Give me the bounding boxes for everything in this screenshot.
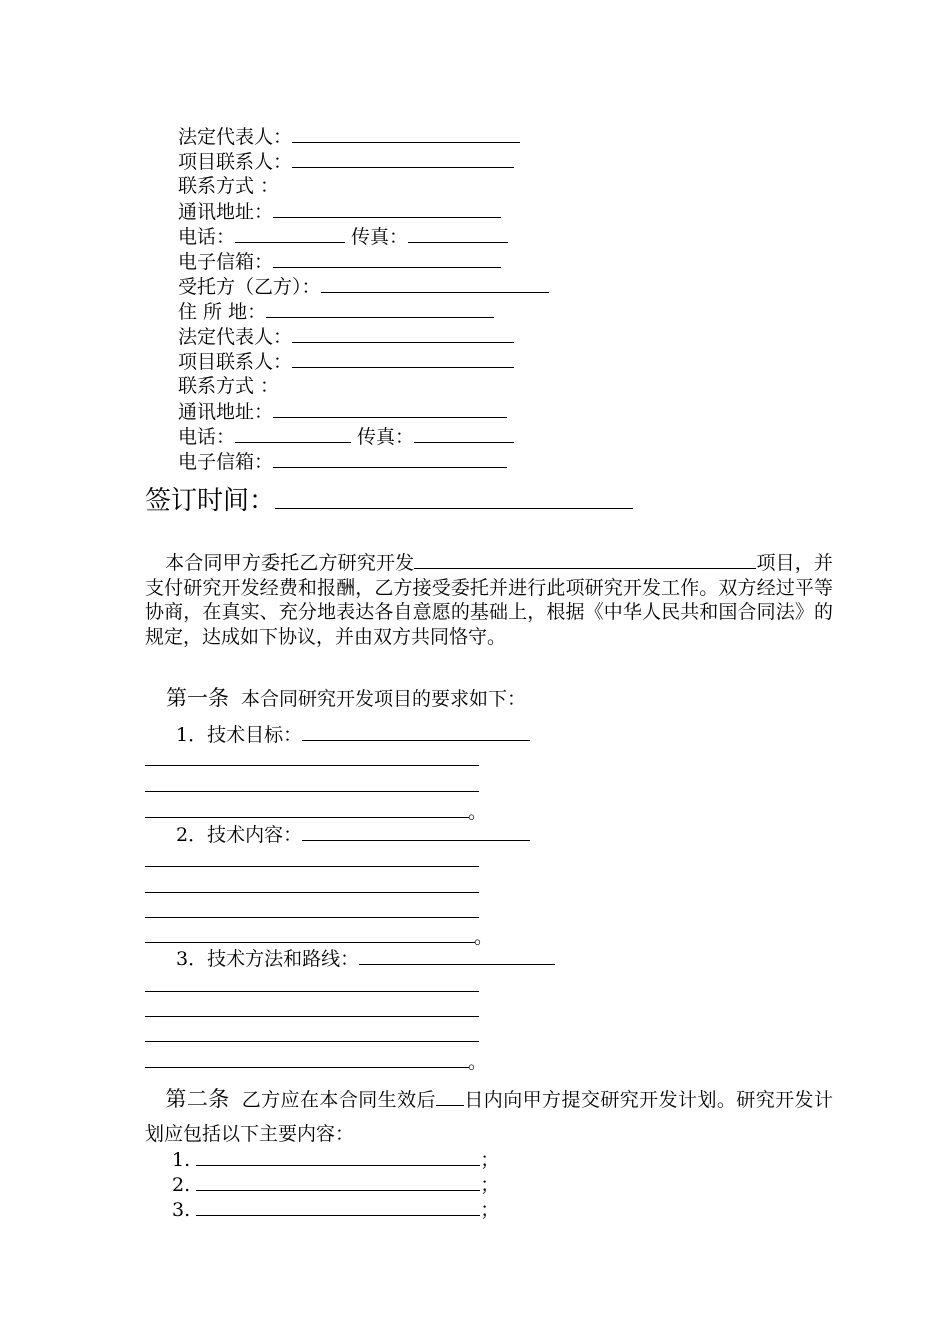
article2-item2-label: 2. xyxy=(172,1174,191,1196)
article1-heading: 第一条 xyxy=(166,686,229,710)
article1-item2-label: 2．技术内容： xyxy=(176,824,303,846)
article1-text: 本合同研究开发项目的要求如下： xyxy=(241,688,527,710)
article2-paragraph xyxy=(145,1082,833,1151)
party-b-phone-blank[interactable] xyxy=(235,424,351,443)
intro-project-blank-1[interactable] xyxy=(414,550,566,569)
party-a-email-label: 电子信箱： xyxy=(178,251,274,273)
intro-part2: 项目，并支付研究开发经费和报酬，乙方接受委托并进行此项研究开发工作。双方经过平等协商，在真实、充分地表达各自意愿的基础上，根据《中华人民共和国合同法》的规定，达成如下协议，并由双方共同恪守。 xyxy=(145,552,833,648)
article2-item1-line xyxy=(172,1147,499,1172)
article1-item3-rule-4[interactable] xyxy=(145,1067,469,1068)
intro-project-blank-2[interactable] xyxy=(566,550,756,569)
party-a-contact-method-line xyxy=(178,174,279,198)
party-b-title-label: 受托方（乙方）： xyxy=(178,276,321,298)
party-a-address-label: 通讯地址： xyxy=(178,201,274,223)
article2-item3-blank[interactable] xyxy=(196,1197,480,1216)
article1-item1-rule-3[interactable] xyxy=(145,817,469,818)
party-a-phone-blank[interactable] xyxy=(235,224,345,243)
article2-item1-semicolon: ； xyxy=(480,1149,500,1171)
party-a-contact-person-line xyxy=(178,149,514,174)
article2-item1-label: 1. xyxy=(172,1149,191,1171)
party-b-legal-rep-label: 法定代表人： xyxy=(178,326,293,348)
article2-item2-semicolon: ； xyxy=(480,1174,500,1196)
article1-item3-rule-1[interactable] xyxy=(145,991,479,992)
article1-item3-rule-2[interactable] xyxy=(145,1016,479,1017)
article1-item1-rule-1[interactable] xyxy=(145,765,479,766)
party-b-contact-person-blank[interactable] xyxy=(292,349,514,368)
party-b-contact-method-line xyxy=(178,374,279,398)
signing-time-line xyxy=(145,482,633,518)
party-a-email-blank[interactable] xyxy=(273,249,501,268)
party-b-address-label: 通讯地址： xyxy=(178,401,274,423)
article1-item1-blank[interactable] xyxy=(302,722,530,741)
article1-item3-label: 3．技术方法和路线： xyxy=(176,948,360,970)
party-b-legal-rep-blank[interactable] xyxy=(292,324,514,343)
article1-item3-period: 。 xyxy=(468,1051,488,1073)
party-b-residence-label: 住 所 地： xyxy=(178,301,267,323)
party-b-contact-person-label: 项目联系人： xyxy=(178,351,293,373)
article2-days-blank[interactable] xyxy=(436,1087,464,1106)
party-b-phone-label: 电话： xyxy=(178,426,236,448)
article2-text-b: 日内向甲方提交研究开发计划。研究开发计划应包括以下主要内容： xyxy=(145,1089,833,1145)
party-a-contact-person-blank[interactable] xyxy=(292,149,514,168)
article2-item3-line xyxy=(172,1197,499,1222)
article1-item2-rule-3[interactable] xyxy=(145,917,479,918)
article1-heading-line xyxy=(166,684,526,713)
article1-item1-rule-2[interactable] xyxy=(145,791,479,792)
article1-item1-line xyxy=(176,722,530,747)
party-b-email-label: 电子信箱： xyxy=(178,451,274,473)
article2-item2-line xyxy=(172,1172,499,1197)
article1-item2-blank[interactable] xyxy=(302,822,530,841)
article1-item2-rule-4[interactable] xyxy=(145,942,475,943)
party-a-legal-rep-label: 法定代表人： xyxy=(178,126,293,148)
article1-item2-rule-2[interactable] xyxy=(145,892,479,893)
party-a-fax-blank[interactable] xyxy=(408,224,508,243)
signing-time-blank[interactable] xyxy=(275,482,633,509)
party-b-title-line xyxy=(178,274,549,299)
party-b-fax-label: 传真： xyxy=(351,426,415,448)
article2-item3-label: 3. xyxy=(172,1199,191,1221)
party-b-address-line xyxy=(178,399,507,424)
article1-item1-label: 1．技术目标： xyxy=(176,724,303,746)
party-a-legal-rep-blank[interactable] xyxy=(292,124,520,143)
party-a-contact-person-label: 项目联系人： xyxy=(178,151,293,173)
party-b-address-blank[interactable] xyxy=(273,399,507,418)
article2-text-a: 乙方应在本合同生效后 xyxy=(241,1089,436,1111)
signing-time-label: 签订时间： xyxy=(145,486,276,516)
party-b-legal-rep-line xyxy=(178,324,514,349)
party-b-title-blank[interactable] xyxy=(321,274,549,293)
article2-item2-blank[interactable] xyxy=(196,1172,480,1191)
article2-heading: 第二条 xyxy=(165,1087,230,1111)
intro-part1: 本合同甲方委托乙方研究开发 xyxy=(165,552,415,574)
party-b-fax-blank[interactable] xyxy=(414,424,514,443)
party-b-contact-method-label: 联系方式 ： xyxy=(178,375,280,397)
article2-item1-blank[interactable] xyxy=(196,1147,480,1166)
party-a-contact-method-label: 联系方式 ： xyxy=(178,175,280,197)
article1-item2-line xyxy=(176,822,530,847)
party-b-email-line xyxy=(178,449,507,474)
party-b-residence-blank[interactable] xyxy=(266,299,494,318)
party-a-phone-label: 电话： xyxy=(178,226,236,248)
party-b-email-blank[interactable] xyxy=(273,449,507,468)
article1-item3-rule-3[interactable] xyxy=(145,1041,479,1042)
party-a-fax-label: 传真： xyxy=(345,226,409,248)
party-a-legal-rep-line xyxy=(178,124,520,149)
party-a-phone-fax-line xyxy=(178,224,508,249)
article1-item2-rule-1[interactable] xyxy=(145,866,479,867)
article1-item3-line xyxy=(176,946,555,971)
intro-paragraph xyxy=(145,550,833,649)
party-b-phone-fax-line xyxy=(178,424,514,449)
party-a-address-blank[interactable] xyxy=(273,199,501,218)
article2-item3-semicolon: ； xyxy=(480,1199,500,1221)
party-a-email-line xyxy=(178,249,501,274)
party-b-residence-line xyxy=(178,299,494,324)
party-a-address-line xyxy=(178,199,501,224)
article1-item2-period: 。 xyxy=(474,926,494,948)
article1-item1-period: 。 xyxy=(468,801,488,823)
article1-item3-blank[interactable] xyxy=(359,946,555,965)
party-b-contact-person-line xyxy=(178,349,514,374)
